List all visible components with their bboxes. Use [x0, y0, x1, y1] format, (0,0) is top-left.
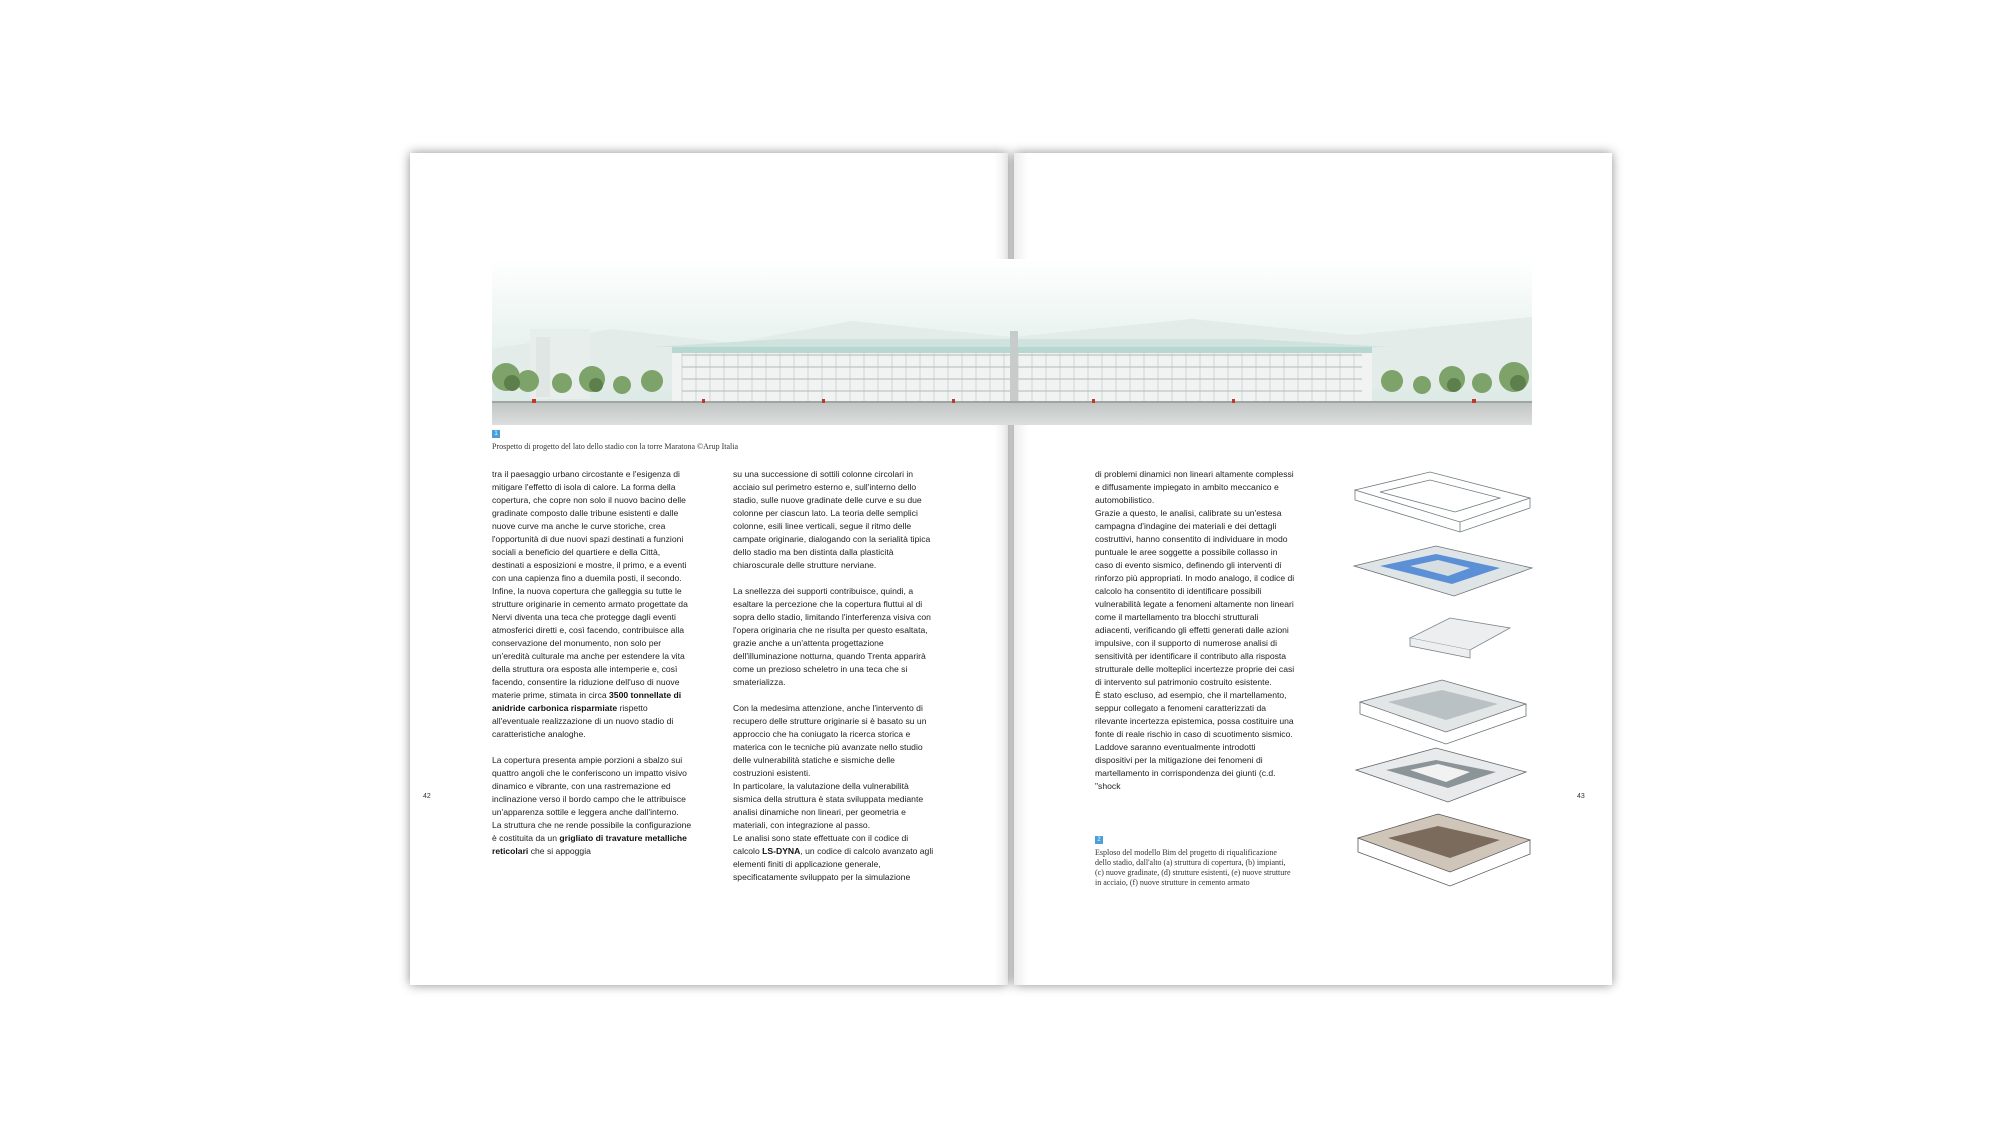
paragraph: Infine, la nuova copertura che galleggia su tutte le strutture originarie in cemento armato progettate da Nervi diventa una teca che protegge dagli eventi atmosferici diretti e, così facendo, contribuisce alla conservazione del monumento, non solo per un'eredità culturale ma anche per estendere la vita della struttura ora esposta alle intemperie e, così facendo, consentire la riduzione dell'uso di nuove materie prime, stimata in circa 3500 tonnellate di anidride carbonica risparmiate rispetto all'eventuale realizzazione di un nuovo stadio di caratteristiche analoghe.: [492, 586, 688, 739]
right-page-column-1: [1095, 468, 1295, 793]
paragraph: Le analisi sono state effettuate con il codice di calcolo LS-DYNA, un codice di calcolo avanzato agli elementi finiti di applicazione generale, specificatamente sviluppato per la simulazione: [733, 833, 934, 882]
paragraph: tra il paesaggio urbano circostante e l'esigenza di mitigare l'effetto di isola di calore. La forma della copertura, che copre non solo il nuovo bacino delle gradinate composto dalle tribune esistenti e dalle nuove curve ma anche le curve storiche, crea l'opportunità di due nuovi spazi destinati a funzioni sociali a beneficio del quartiere e della Città, destinati a esposizioni e mostre, il primo, e a eventi con una capienza fino a duemila posti, il secondo.: [492, 469, 687, 583]
paragraph: Con la medesima attenzione, anche l'intervento di recupero delle strutture originarie si è basato su un approccio che ha coniugato la ricerca storica e materica con le tecniche più avanzate nello studio delle vulnerabilità statiche e sismiche delle costruzioni esistenti.: [733, 703, 927, 778]
page-number-left: 42: [423, 793, 431, 800]
paragraph: È stato escluso, ad esempio, che il martellamento, seppur collegato a fenomeni caratterizzati da rilevante incertezza epistemica, possa costituire una fonte di reale rischio in caso di scuotimento sismico. Laddove saranno eventualmente introdotti dispositivi per la mitigazione dei fenomeni di martellamento in corrispondenza dei giunti (c.d. "shock: [1095, 690, 1294, 791]
paragraph: In particolare, la valutazione della vulnerabilità sismica della struttura è stata sviluppata mediante analisi dinamiche non lineari, per geometria e materiali, con integrazione al passo.: [733, 781, 924, 830]
highlight-text: LS-DYNA: [762, 846, 801, 856]
highlight-text: 3500 tonnellate di anidride carbonica risparmiate: [492, 690, 682, 713]
paragraph: La snellezza dei supporti contribuisce, quindi, a esaltare la percezione che la copertura fluttui al di sopra dello stadio, limitando l'interferenza visiva con l'opera originaria che ne risulta per questo esaltata, grazie anche a un'attenta progettazione dell'illuminazione notturna, quando Trenta apparirà come un prezioso scheletro in una teca che si smaterializza.: [733, 586, 931, 687]
figure-2-number: 2: [1095, 836, 1103, 844]
figure-1-number: 1: [492, 430, 500, 438]
left-page-column-1: [492, 468, 694, 858]
figure-2-caption: Esploso del modello Bim del progetto di riqualificazione dello stadio, dall'alto (a) struttura di copertura, (b) impianti, (c) nuove gradinate, (d) strutture esistenti, (e) nuove strutture in acciaio, (f) nuove strutture in cemento armato: [1095, 848, 1291, 887]
paragraph: La struttura che ne rende possibile la configurazione è costituita da un grigliato di travature metalliche reticolari che si appoggia: [492, 820, 692, 856]
figure-1-caption: Prospetto di progetto del lato dello stadio con la torre Maratona ©Arup Italia: [492, 442, 739, 451]
stadium-elevation-image: [492, 259, 1532, 425]
paragraph: Grazie a questo, le analisi, calibrate su un'estesa campagna d'indagine dei materiali e dei dettagli costruttivi, hanno consentito di individuare in modo puntuale le aree soggette a possibile collasso in caso di evento sismico, definendo gli interventi di rinforzo più appropriati. In modo analogo, il codice di calcolo ha consentito di identificare possibili vulnerabilità legate a fenomeni altamente non lineari come il martellamento tra blocchi strutturali adiacenti, verificando gli effetti generati dalle azioni impulsive, con il supporto di numerose analisi di sensitività per identificare il contributo alla risposta strutturale delle molteplici incertezze proprie dei casi di intervento sul patrimonio costruito esistente.: [1095, 508, 1295, 687]
paragraph: su una successione di sottili colonne circolari in acciaio sul perimetro esterno e, sull'interno dello stadio, sulle nuove gradinate delle curve e su due colonne per ciascun lato. La teoria delle semplici colonne, esili linee verticali, segue il ritmo delle campate originarie, dialogando con la serialità tipica dello stadio ma ben distinta dalla plasticità chiaroscurale delle strutture nerviane.: [733, 469, 931, 570]
left-page-column-2: [733, 468, 935, 884]
paragraph: La copertura presenta ampie porzioni a sbalzo sui quattro angoli che le conferiscono un impatto visivo dinamico e vibrante, con una rastremazione ed inclinazione verso il bordo campo che le attribuisce un'apparenza sottile e leggera anche dall'interno.: [492, 755, 687, 817]
highlight-text: grigliato di travature metalliche reticolari: [492, 833, 687, 856]
paragraph: di problemi dinamici non lineari altamente complessi e diffusamente impiegato in ambito meccanico e automobilistico.: [1095, 469, 1294, 505]
exploded-bim-model-image: [1350, 470, 1540, 900]
page-number-right: 43: [1577, 793, 1585, 800]
